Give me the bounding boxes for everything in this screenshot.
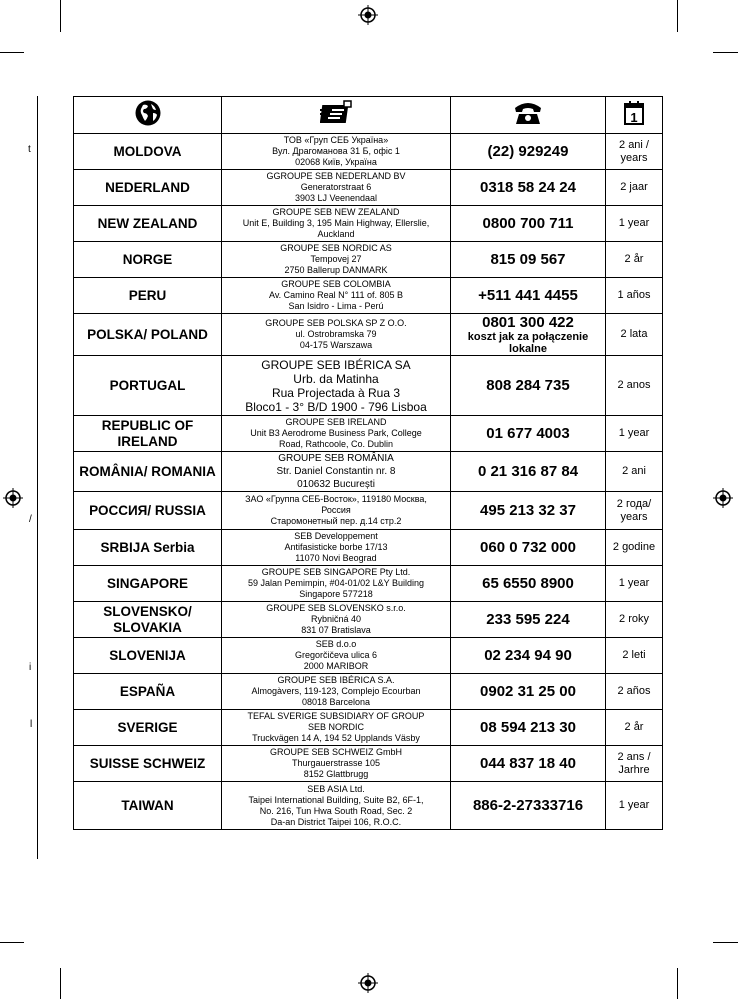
address-line: GROUPE SEB IRELAND (285, 417, 387, 427)
phone-cell (451, 278, 606, 314)
left-margin-rule (37, 96, 38, 859)
phone-number: 886-2-27333716 (472, 797, 584, 814)
table-row (74, 782, 663, 830)
warranty-period-cell: 1 year (606, 566, 663, 602)
address-line: Unit B3 Aerodrome Business Park, College (250, 428, 422, 438)
country-cell: ESPAÑA (74, 674, 222, 710)
warranty-period-cell: 2 jaar (606, 170, 663, 206)
crop-mark (713, 52, 738, 53)
address-cell (222, 134, 451, 170)
phone-number: (22) 929249 (487, 143, 569, 160)
address-cell (222, 242, 451, 278)
warranty-period-cell: 2 roky (606, 602, 663, 638)
address-line: ЗАО «Группа СЕБ-Восток», 119180 Москва, (245, 494, 427, 504)
address-line: Thurgauerstrasse 105 (291, 758, 381, 768)
phone-cell (451, 710, 606, 746)
address-line: Старомонетный пер. д.14 стр.2 (270, 516, 402, 526)
phone-cell (451, 492, 606, 530)
address-line: Bloco1 - 3° B/D 1900 - 796 Lisboa (245, 399, 427, 414)
address-line: 2000 MARIBOR (303, 661, 369, 671)
phone-cell (451, 206, 606, 242)
address-line: 3903 LJ Veenendaal (294, 193, 378, 203)
address-cell (222, 278, 451, 314)
phone-note: koszt jak za połączenie lokalne (467, 331, 589, 355)
phone-cell (451, 602, 606, 638)
address-cell (222, 170, 451, 206)
country-cell: NORGE (74, 242, 222, 278)
warranty-period-cell: 1 años (606, 278, 663, 314)
address-line: GROUPE SEB COLOMBIA (281, 279, 391, 289)
registration-mark-top (358, 5, 378, 25)
address-line: San Isidro - Lima - Perú (288, 301, 384, 311)
address-line: Antifasisticke borbe 17/13 (284, 542, 388, 552)
address-line: ТОВ «Груп СЕБ Україна» (283, 135, 389, 145)
country-cell: PERU (74, 278, 222, 314)
address-cell (222, 314, 451, 356)
address-line: 8152 Glattbrugg (303, 769, 369, 779)
header-phone (451, 97, 606, 134)
table-row (74, 314, 663, 356)
address-line: GROUPE SEB ROMÂNIA (278, 453, 394, 464)
phone-number: 044 837 18 40 (480, 755, 576, 772)
warranty-period-cell: 1 year (606, 416, 663, 452)
address-line: Tempovej 27 (310, 254, 362, 264)
crop-mark (713, 942, 738, 943)
address-line: 010632 București (297, 479, 375, 490)
address-line: SEB NORDIC (307, 722, 364, 732)
calendar-icon (623, 100, 645, 126)
crop-mark (60, 968, 61, 999)
address-line: Urb. da Matinha (293, 371, 379, 386)
address-line: Taipei International Building, Suite B2, 6F-1, (248, 794, 424, 805)
address-line: GROUPE SEB NEW ZEALAND (272, 207, 400, 217)
table-row (74, 206, 663, 242)
side-letter: l (30, 719, 33, 730)
address-cell (222, 566, 451, 602)
country-cell: TAIWAN (74, 782, 222, 830)
warranty-contact-table (73, 96, 663, 830)
phone-number: 0318 58 24 24 (480, 179, 576, 196)
address-line: 02068 Київ, Україна (295, 157, 377, 167)
phone-cell (451, 638, 606, 674)
phone-number: 65 6550 8900 (482, 575, 574, 592)
country-cell: ROMÂNIA/ ROMANIA (74, 452, 222, 492)
address-cell (222, 206, 451, 242)
registration-mark-bottom (358, 973, 378, 993)
warranty-period-cell: 1 year (606, 206, 663, 242)
phone-cell (451, 746, 606, 782)
phone-cell (451, 674, 606, 710)
globe-icon (134, 99, 162, 127)
country-cell: SVERIGE (74, 710, 222, 746)
table-row (74, 638, 663, 674)
country-cell: PORTUGAL (74, 356, 222, 416)
table-row (74, 566, 663, 602)
address-cell (222, 782, 451, 830)
phone-number: +511 441 4455 (478, 287, 578, 304)
address-line: Вул. Драгоманова 31 Б, офіс 1 (272, 146, 400, 156)
side-letter: i (29, 662, 32, 673)
address-cell (222, 746, 451, 782)
table-header-row (74, 97, 663, 134)
address-cell (222, 530, 451, 566)
header-country (74, 97, 222, 134)
warranty-period-cell: 2 godine (606, 530, 663, 566)
phone-number: 0800 700 711 (482, 215, 574, 232)
table-row (74, 530, 663, 566)
address-line: Truckvägen 14 A, 194 52 Upplands Väsby (252, 733, 420, 743)
address-line: Generatorstraat 6 (300, 182, 372, 192)
address-line: Rybničná 40 (310, 614, 362, 624)
address-line: Road, Rathcoole, Co. Dublin (278, 439, 394, 449)
phone-cell (451, 242, 606, 278)
crop-mark (60, 0, 61, 32)
country-cell: SUISSE SCHWEIZ (74, 746, 222, 782)
address-line: 04-175 Warszawa (299, 340, 373, 350)
phone-number: 02 234 94 90 (484, 647, 572, 664)
phone-cell (451, 530, 606, 566)
table-row (74, 242, 663, 278)
telephone-icon (513, 100, 543, 126)
address-cell (222, 674, 451, 710)
phone-cell (451, 356, 606, 416)
address-line: No. 216, Tun Hwa South Road, Sec. 2 (259, 805, 413, 816)
address-line: 2750 Ballerup DANMARK (284, 265, 388, 275)
address-line: GROUPE SEB SCHWEIZ GmbH (269, 747, 403, 757)
address-line: TEFAL SVERIGE SUBSIDIARY OF GROUP (247, 711, 425, 721)
phone-number: 01 677 4003 (486, 425, 570, 442)
header-address (222, 97, 451, 134)
address-line: ul. Ostrobramska 79 (295, 329, 377, 339)
table-row (74, 452, 663, 492)
registration-mark-right (713, 488, 733, 508)
table-row (74, 416, 663, 452)
country-cell: POLSKA/ POLAND (74, 314, 222, 356)
table-row (74, 170, 663, 206)
country-cell: MOLDOVA (74, 134, 222, 170)
header-warranty (606, 97, 663, 134)
phone-number: 0 21 316 87 84 (477, 463, 579, 480)
registration-mark-left (3, 488, 23, 508)
table-row (74, 674, 663, 710)
address-line: Singapore 577218 (299, 589, 373, 599)
address-cell (222, 356, 451, 416)
warranty-period-cell: 2 ani / years (606, 134, 663, 170)
address-line: GROUPE SEB IBÉRICA SA (261, 357, 411, 372)
phone-cell (451, 134, 606, 170)
address-cell (222, 416, 451, 452)
phone-number: 233 595 224 (486, 611, 570, 628)
country-cell: REPUBLIC OF IRELAND (74, 416, 222, 452)
address-cell (222, 638, 451, 674)
address-line: Da-an District Taipei 106, R.O.C. (270, 816, 402, 827)
phone-number: 808 284 735 (486, 377, 570, 394)
address-line: Unit E, Building 3, 195 Main Highway, Ellerslie, (242, 218, 430, 228)
phone-number: 815 09 567 (490, 251, 566, 268)
table-row (74, 602, 663, 638)
address-line: GROUPE SEB POLSKA SP Z O.O. (265, 318, 407, 328)
country-cell: SLOVENSKO/ SLOVAKIA (74, 602, 222, 638)
letter-icon (320, 100, 352, 126)
address-line: Россия (321, 505, 351, 515)
address-cell (222, 710, 451, 746)
phone-cell (451, 566, 606, 602)
address-cell (222, 492, 451, 530)
address-line: GROUPE SEB SLOVENSKO s.r.o. (266, 603, 406, 613)
phone-cell (451, 782, 606, 830)
address-line: Auckland (317, 229, 355, 239)
country-cell: SLOVENIJA (74, 638, 222, 674)
warranty-period-cell: 2 años (606, 674, 663, 710)
country-cell: РОССИЯ/ RUSSIA (74, 492, 222, 530)
address-line: SEB d.o.o (315, 639, 357, 649)
address-line: Rua Projectada à Rua 3 (271, 385, 401, 400)
warranty-period-cell: 2 года/ years (606, 492, 663, 530)
crop-mark (677, 0, 678, 32)
warranty-period-cell: 2 år (606, 242, 663, 278)
side-letter: / (29, 514, 32, 525)
phone-cell (451, 452, 606, 492)
warranty-period-cell: 1 year (606, 782, 663, 830)
address-line: GROUPE SEB SINGAPORE Pty Ltd. (261, 567, 411, 577)
phone-number: 08 594 213 30 (480, 719, 576, 736)
address-line: GROUPE SEB NORDIC AS (280, 243, 392, 253)
address-line: GROUPE SEB IBÉRICA S.A. (277, 675, 395, 685)
address-line: Av. Camino Real N° 111 of. 805 B (268, 290, 403, 300)
table-row (74, 492, 663, 530)
warranty-period-cell: 2 år (606, 710, 663, 746)
crop-mark (677, 968, 678, 999)
address-line: SEB Developpement (294, 531, 378, 541)
address-line: Str. Daniel Constantin nr. 8 (276, 466, 396, 477)
crop-mark (0, 52, 24, 53)
phone-number: 495 213 32 37 (480, 502, 576, 519)
address-line: 831 07 Bratislava (301, 625, 371, 635)
address-line: Almogàvers, 119-123, Complejo Ecourban (251, 686, 421, 696)
side-letter: t (28, 144, 31, 155)
table-row (74, 746, 663, 782)
table-row (74, 278, 663, 314)
country-cell: NEW ZEALAND (74, 206, 222, 242)
calendar-digit: 1 (630, 109, 638, 125)
table-row (74, 134, 663, 170)
warranty-period-cell: 2 anos (606, 356, 663, 416)
phone-cell (451, 314, 606, 356)
address-line: Gregorčičeva ulica 6 (294, 650, 378, 660)
country-cell: SRBIJA Serbia (74, 530, 222, 566)
warranty-period-cell: 2 lata (606, 314, 663, 356)
phone-cell (451, 416, 606, 452)
warranty-period-cell: 2 leti (606, 638, 663, 674)
warranty-period-cell: 2 ani (606, 452, 663, 492)
phone-number: 0902 31 25 00 (480, 683, 576, 700)
warranty-period-cell: 2 ans / Jarhre (606, 746, 663, 782)
country-cell: NEDERLAND (74, 170, 222, 206)
address-cell (222, 452, 451, 492)
address-line: 59 Jalan Pemimpin, #04-01/02 L&Y Building (248, 578, 424, 588)
address-line: GGROUPE SEB NEDERLAND BV (266, 171, 406, 181)
phone-number: 0801 300 422 (482, 314, 574, 331)
address-line: 11070 Novi Beograd (295, 553, 377, 563)
address-line: SEB ASIA Ltd. (307, 783, 365, 794)
country-cell: SINGAPORE (74, 566, 222, 602)
phone-number: 060 0 732 000 (480, 539, 576, 556)
address-cell (222, 602, 451, 638)
address-line: 08018 Barcelona (301, 697, 371, 707)
table-row (74, 356, 663, 416)
phone-cell (451, 170, 606, 206)
table-row (74, 710, 663, 746)
crop-mark (0, 942, 24, 943)
